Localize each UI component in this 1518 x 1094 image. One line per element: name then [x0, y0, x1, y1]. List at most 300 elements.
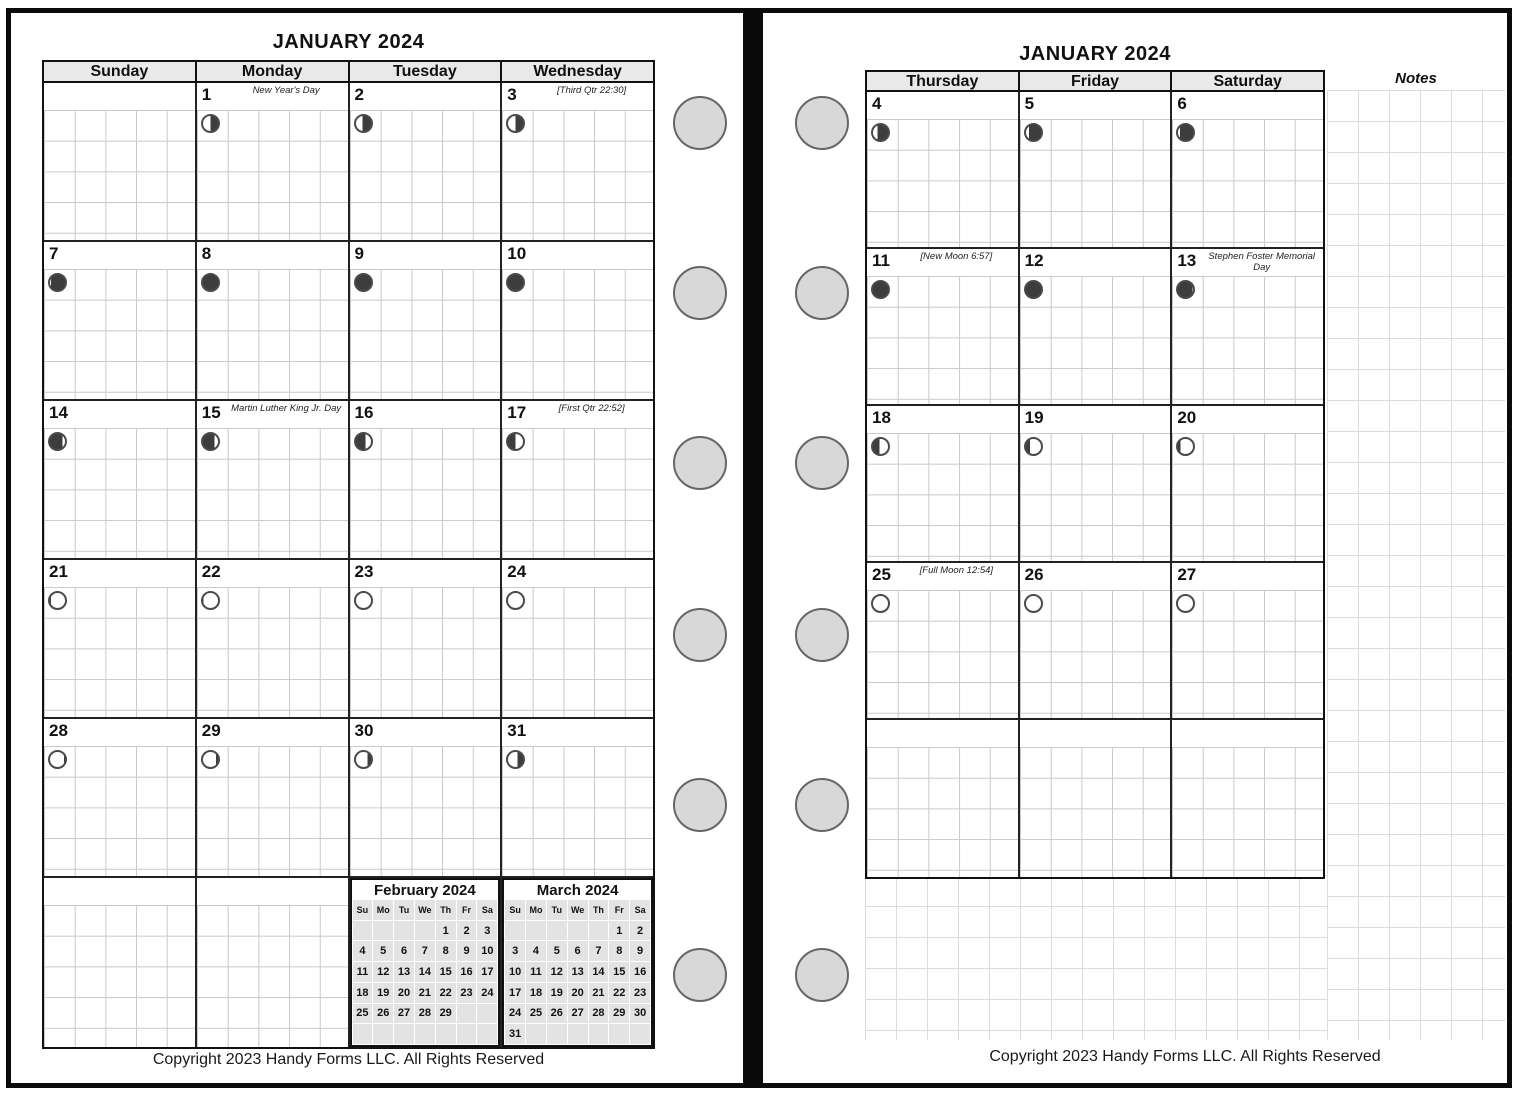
day-grid-area [197, 905, 348, 1047]
minical-date-cell: 30 [630, 1004, 650, 1024]
minical-day-header: We [415, 900, 435, 920]
binder-hole [673, 608, 727, 662]
minical-date-cell [526, 921, 546, 941]
minical-date-cell [373, 1024, 393, 1044]
day-annotation: [First Qtr 22:52] [558, 403, 625, 414]
moon-phase-icon [871, 437, 890, 456]
day-number-band [350, 560, 501, 587]
day-number: 6 [1177, 94, 1187, 113]
minical-date-cell: 6 [394, 941, 414, 961]
day-number-band [1172, 406, 1323, 433]
minical-date-cell: 4 [526, 941, 546, 961]
minical-date-cell: 24 [505, 1004, 525, 1024]
day-cell [502, 401, 653, 558]
week-row [44, 719, 653, 878]
day-number-band [44, 719, 195, 746]
minical-date-cell: 14 [589, 962, 609, 982]
day-cell [867, 563, 1020, 718]
weekday-header: Wednesday [533, 63, 622, 80]
minical-day-header: Sa [630, 900, 650, 920]
week-row [867, 563, 1323, 720]
day-cell [1020, 249, 1173, 404]
day-grid-area [502, 269, 653, 399]
day-number-band [197, 878, 348, 905]
day-number: 26 [1024, 565, 1044, 584]
week-row [44, 560, 653, 719]
day-grid-area [350, 428, 501, 558]
minical-date-cell: 18 [353, 983, 373, 1003]
day-number: 18 [872, 408, 891, 427]
day-number-band [197, 719, 348, 746]
day-number-band [44, 242, 195, 269]
day-cell [44, 878, 197, 1047]
binder-hole [795, 96, 849, 150]
minical-date-cell [415, 921, 435, 941]
minical-date-cell: 24 [477, 983, 497, 1003]
day-cell [1020, 406, 1173, 561]
notes-label: Notes [1395, 70, 1437, 87]
day-grid-area [197, 110, 348, 240]
day-cell [197, 83, 350, 240]
day-annotation: Stephen Foster Memorial Day [1208, 251, 1316, 273]
minical-date-cell: 25 [526, 1004, 546, 1024]
minical-date-cell [394, 921, 414, 941]
minical-date-cell: 5 [547, 941, 567, 961]
day-grid-area [867, 747, 1018, 877]
minical-date-cell: 29 [436, 1004, 456, 1024]
day-grid-area [44, 428, 195, 558]
day-number: 8 [201, 244, 212, 263]
minical-date-cell: 8 [609, 941, 629, 961]
day-number: 25 [872, 565, 891, 584]
day-cell [197, 878, 350, 1047]
binder-hole [673, 948, 727, 1002]
moon-phase-icon [354, 750, 373, 769]
day-grid-area [350, 587, 501, 717]
minical-cell [350, 878, 503, 1047]
day-number-band [44, 878, 195, 905]
moon-phase-icon [871, 280, 890, 299]
month-grid-right [865, 70, 1325, 879]
minical-date-cell [436, 1024, 456, 1044]
minical-date-cell: 19 [547, 983, 567, 1003]
minical-date-cell [526, 1024, 546, 1044]
minical-title: March 2024 [536, 882, 619, 899]
day-grid-area [867, 119, 1018, 247]
minical-date-cell: 2 [457, 921, 477, 941]
day-cell [197, 719, 350, 876]
day-annotation: [New Moon 6:57] [920, 251, 993, 262]
minical-date-cell: 9 [630, 941, 650, 961]
day-grid-area [1020, 276, 1171, 404]
day-cell [867, 92, 1020, 247]
day-grid-area [350, 269, 501, 399]
day-number: 7 [49, 244, 59, 263]
minical-date-cell: 6 [568, 941, 588, 961]
day-number: 4 [872, 94, 882, 113]
day-number-band [197, 401, 348, 428]
day-number-band [350, 401, 501, 428]
moon-phase-icon [506, 591, 525, 610]
day-number: 1 [201, 85, 212, 104]
moon-phase-icon [48, 273, 67, 292]
moon-phase-icon [871, 123, 890, 142]
minical-date-cell: 23 [630, 983, 650, 1003]
day-cell [502, 83, 653, 240]
day-cell [1020, 563, 1173, 718]
day-number: 16 [354, 403, 374, 422]
minical-date-cell: 16 [630, 962, 650, 982]
day-number: 3 [507, 85, 517, 104]
moon-phase-icon [1024, 594, 1043, 613]
day-number: 28 [49, 721, 68, 740]
minical-date-cell: 31 [505, 1024, 525, 1044]
minical-date-cell [547, 1024, 567, 1044]
day-number: 21 [49, 562, 68, 581]
day-number-band [867, 563, 1018, 590]
left-page [6, 8, 753, 1088]
day-grid-area [44, 587, 195, 717]
minical-date-cell: 14 [415, 962, 435, 982]
week-row [44, 83, 653, 242]
day-number-band [867, 249, 1018, 276]
bottom-grid [865, 875, 1327, 1040]
minical-date-cell [457, 1024, 477, 1044]
day-number: 19 [1024, 408, 1044, 427]
day-number: 23 [354, 562, 374, 581]
weekday-header-row [44, 62, 653, 83]
moon-phase-icon [354, 273, 373, 292]
day-number-band [502, 560, 653, 587]
minical-day-header: Th [436, 900, 456, 920]
day-cell [1172, 406, 1323, 561]
day-number-band [867, 92, 1018, 119]
moon-phase-icon [1024, 123, 1043, 142]
day-cell [350, 401, 503, 558]
day-cell [1172, 249, 1323, 404]
day-number-band [1172, 249, 1323, 276]
day-number-band [1172, 563, 1323, 590]
minical-date-cell: 3 [477, 921, 497, 941]
week-row [44, 242, 653, 401]
minical-date-cell: 13 [394, 962, 414, 982]
minical-day-header: Fr [457, 900, 477, 920]
moon-phase-icon [201, 750, 220, 769]
moon-phase-icon [201, 432, 220, 451]
minical-day-header: Mo [373, 900, 393, 920]
day-number-band [44, 83, 195, 110]
week-row [867, 720, 1323, 877]
day-number: 10 [507, 244, 527, 263]
minical-date-cell: 17 [477, 962, 497, 982]
day-cell [197, 242, 350, 399]
day-grid-area [502, 746, 653, 876]
minical-date-cell: 1 [609, 921, 629, 941]
day-number-band [1020, 563, 1171, 590]
minical-date-cell [568, 1024, 588, 1044]
minical-day-header: Tu [547, 900, 567, 920]
minical-date-cell: 18 [526, 983, 546, 1003]
week-row [867, 406, 1323, 563]
day-annotation: [Third Qtr 22:30] [557, 85, 627, 96]
minical-date-cell: 27 [394, 1004, 414, 1024]
day-number-band [502, 719, 653, 746]
day-cell [1172, 720, 1323, 877]
minical-date-cell [394, 1024, 414, 1044]
day-number: 30 [354, 721, 374, 740]
minical-date-cell: 21 [589, 983, 609, 1003]
day-grid-area [350, 110, 501, 240]
minical-date-cell: 29 [609, 1004, 629, 1024]
weekday-header: Tuesday [350, 62, 503, 81]
minical-day-header: Sa [477, 900, 497, 920]
day-grid-area [350, 746, 501, 876]
moon-phase-icon [506, 114, 525, 133]
day-grid-area [197, 428, 348, 558]
minical-date-cell: 25 [353, 1004, 373, 1024]
moon-phase-icon [1176, 280, 1195, 299]
day-cell [350, 560, 503, 717]
minical-date-cell: 15 [436, 962, 456, 982]
day-number: 13 [1177, 251, 1197, 270]
day-cell [44, 719, 197, 876]
day-number: 29 [201, 721, 221, 740]
week-row [44, 401, 653, 560]
day-number: 22 [201, 562, 221, 581]
minical-date-cell: 15 [609, 962, 629, 982]
minical-date-cell [477, 1024, 497, 1044]
moon-phase-icon [201, 591, 220, 610]
page-title-left: JANUARY 2024 [272, 31, 425, 53]
day-number-band [1172, 720, 1323, 747]
minical-date-cell: 11 [353, 962, 373, 982]
day-cell [44, 401, 197, 558]
minical-date-cell: 23 [457, 983, 477, 1003]
day-grid-area [1172, 433, 1323, 561]
weekday-header: Sunday [44, 62, 197, 81]
day-cell [867, 720, 1020, 877]
right-page [753, 8, 1512, 1088]
minical-date-cell: 21 [415, 983, 435, 1003]
day-number: 31 [507, 721, 527, 740]
moon-phase-icon [201, 114, 220, 133]
weekday-header: Friday [1020, 72, 1173, 90]
minical-date-cell: 20 [394, 983, 414, 1003]
minical-date-cell [353, 921, 373, 941]
minical-date-cell: 17 [505, 983, 525, 1003]
day-number-band [350, 242, 501, 269]
day-cell [197, 560, 350, 717]
binder-hole [795, 436, 849, 490]
moon-phase-icon [1024, 280, 1043, 299]
day-cell [197, 401, 350, 558]
day-annotation: [Full Moon 12:54] [919, 565, 994, 576]
day-number: 5 [1024, 94, 1035, 113]
day-cell [502, 560, 653, 717]
day-number-band [502, 242, 653, 269]
day-grid-area [1020, 747, 1171, 877]
minical-date-cell [505, 921, 525, 941]
minical-day-header: Su [353, 900, 373, 920]
minical-date-cell: 22 [609, 983, 629, 1003]
day-grid-area [44, 905, 195, 1047]
day-annotation: Martin Luther King Jr. Day [231, 403, 342, 414]
minical-date-cell: 19 [373, 983, 393, 1003]
moon-phase-icon [1024, 437, 1043, 456]
copyright-left: Copyright 2023 Handy Forms LLC. All Rights Reserved [152, 1051, 545, 1068]
minical-date-cell [457, 1004, 477, 1024]
minical-date-cell [589, 1024, 609, 1044]
minical-date-cell: 26 [547, 1004, 567, 1024]
minical-title: February 2024 [374, 882, 476, 899]
day-cell [867, 249, 1020, 404]
day-number-band [502, 83, 653, 110]
day-cell [44, 560, 197, 717]
moon-phase-icon [48, 591, 67, 610]
weekday-header: Saturday [1213, 73, 1282, 90]
day-grid-area [502, 428, 653, 558]
day-cell [350, 242, 503, 399]
day-cell [350, 83, 503, 240]
day-grid-area [1172, 276, 1323, 404]
minical-date-cell: 8 [436, 941, 456, 961]
day-cell [350, 719, 503, 876]
day-number: 11 [872, 251, 890, 270]
day-number-band [502, 401, 653, 428]
day-cell [867, 406, 1020, 561]
binder-hole [795, 608, 849, 662]
minical-date-cell: 28 [589, 1004, 609, 1024]
binder-hole [673, 96, 727, 150]
moon-phase-icon [48, 432, 67, 451]
day-number-band [197, 242, 348, 269]
minical-date-cell: 10 [505, 962, 525, 982]
day-grid-area [1020, 433, 1171, 561]
page-title-right: JANUARY 2024 [1019, 43, 1171, 65]
day-cell [1020, 720, 1173, 877]
minical-date-cell [630, 1024, 650, 1044]
day-number: 12 [1024, 251, 1044, 270]
minical-day-header: Su [505, 900, 525, 920]
week-row [867, 92, 1323, 249]
moon-phase-icon [1176, 437, 1195, 456]
minical-date-cell [373, 921, 393, 941]
minical-date-cell: 11 [526, 962, 546, 982]
minical-grid [352, 900, 499, 1045]
day-grid-area [197, 269, 348, 399]
copyright-right: Copyright 2023 Handy Forms LLC. All Rights Reserved [989, 1048, 1381, 1065]
minical-date-cell: 7 [589, 941, 609, 961]
minical-date-cell: 2 [630, 921, 650, 941]
moon-phase-icon [1176, 123, 1195, 142]
moon-phase-icon [354, 591, 373, 610]
bottom-row [44, 878, 653, 1047]
day-number-band [350, 719, 501, 746]
minical-grid [504, 900, 651, 1045]
day-number: 20 [1177, 408, 1197, 427]
weekday-header: Monday [197, 62, 350, 81]
day-number: 2 [354, 85, 364, 104]
day-number: 27 [1177, 565, 1197, 584]
binder-hole [795, 778, 849, 832]
notes-grid [1327, 90, 1505, 1040]
month-grid-left [42, 60, 655, 1049]
minical-date-cell: 3 [505, 941, 525, 961]
minical-day-header: Fr [609, 900, 629, 920]
binder-hole [795, 266, 849, 320]
day-number-band [867, 720, 1018, 747]
mini-calendar [502, 878, 653, 1047]
minical-cell [502, 878, 653, 1047]
moon-phase-icon [48, 750, 67, 769]
day-number-band [1172, 92, 1323, 119]
binder-hole [673, 436, 727, 490]
moon-phase-icon [871, 594, 890, 613]
day-number-band [197, 83, 348, 110]
moon-phase-icon [1176, 594, 1195, 613]
minical-day-header: We [568, 900, 588, 920]
minical-date-cell: 1 [436, 921, 456, 941]
binder-hole [673, 778, 727, 832]
minical-date-cell: 22 [436, 983, 456, 1003]
day-cell [44, 83, 197, 240]
day-number-band [197, 560, 348, 587]
day-number: 24 [507, 562, 527, 581]
minical-date-cell: 13 [568, 962, 588, 982]
minical-date-cell: 10 [477, 941, 497, 961]
day-number-band [1020, 92, 1171, 119]
minical-date-cell: 5 [373, 941, 393, 961]
day-number: 15 [201, 403, 221, 422]
day-cell [1020, 92, 1173, 247]
minical-date-cell: 28 [415, 1004, 435, 1024]
mini-calendar [350, 878, 501, 1047]
minical-day-header: Tu [394, 900, 414, 920]
minical-date-cell: 7 [415, 941, 435, 961]
binder-hole [673, 266, 727, 320]
minical-date-cell [609, 1024, 629, 1044]
minical-date-cell: 9 [457, 941, 477, 961]
minical-date-cell: 16 [457, 962, 477, 982]
minical-date-cell [547, 921, 567, 941]
minical-date-cell [353, 1024, 373, 1044]
day-grid-area [44, 110, 195, 240]
day-cell [502, 242, 653, 399]
day-grid-area [1020, 119, 1171, 247]
day-grid-area [197, 746, 348, 876]
day-annotation: New Year's Day [252, 85, 320, 96]
day-grid-area [867, 276, 1018, 404]
moon-phase-icon [506, 432, 525, 451]
moon-phase-icon [354, 114, 373, 133]
moon-phase-icon [506, 750, 525, 769]
minical-date-cell: 12 [547, 962, 567, 982]
binder-hole [795, 948, 849, 1002]
day-number: 9 [354, 244, 364, 263]
day-grid-area [1172, 590, 1323, 718]
minical-day-header: Th [589, 900, 609, 920]
day-number-band [1020, 249, 1171, 276]
day-number: 14 [49, 403, 68, 422]
day-grid-area [502, 587, 653, 717]
minical-date-cell: 27 [568, 1004, 588, 1024]
day-number-band [44, 401, 195, 428]
day-number-band [867, 406, 1018, 433]
day-number: 17 [507, 403, 527, 422]
weekday-header: Thursday [867, 72, 1020, 90]
minical-date-cell: 12 [373, 962, 393, 982]
day-number-band [350, 83, 501, 110]
